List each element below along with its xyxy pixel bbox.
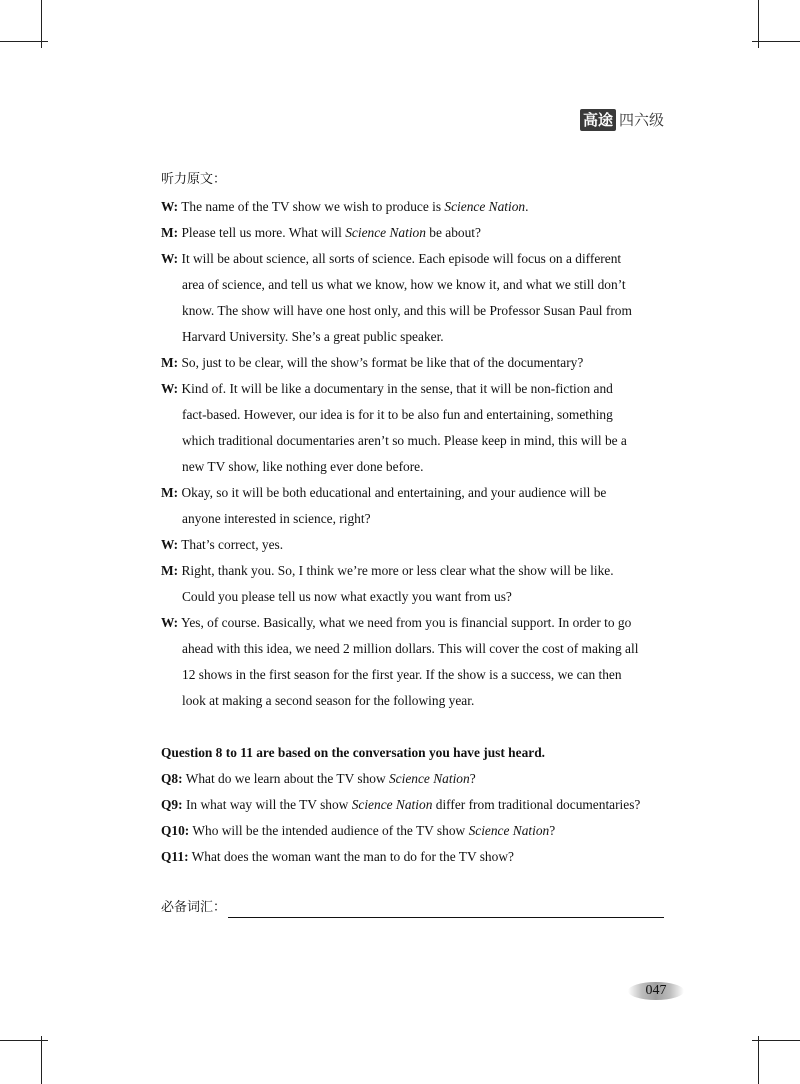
dialogue-text: Yes, of course. Basically, what we need from you is financial support. In order to go [180, 615, 632, 630]
dialogue-turn [161, 532, 664, 558]
dialogue-text: So, just to be clear, will the show’s format be like that of the documentary? [181, 355, 584, 370]
question-label: Q11: [161, 849, 189, 864]
dialogue-turn [161, 480, 664, 532]
dialogue-line: Harvard University. She’s a great public speaker. [182, 329, 444, 344]
dialogue-text: Right, thank you. So, I think we’re more or less clear what the show will be like. [181, 563, 614, 578]
section-title: 听力原文： [161, 172, 227, 187]
question-label: Q9: [161, 797, 183, 812]
brand-logo [580, 108, 664, 132]
speaker-label: W: [161, 199, 179, 214]
dialogue-text: Please tell us more. What will [181, 225, 346, 240]
question-list [161, 766, 664, 870]
question-item [161, 766, 664, 792]
dialogue-text: Kind of. It will be like a documentary in the sense, that it will be non-fiction and [181, 381, 613, 396]
vocab-field [161, 898, 664, 918]
dialogue-turn [161, 246, 664, 350]
crop-mark [758, 0, 759, 48]
crop-mark [41, 0, 42, 48]
dialogue-line: which traditional documentaries aren’t so much. Please keep in mind, this will be a [182, 433, 627, 448]
crop-mark [752, 41, 800, 42]
show-title: Science Nation [345, 225, 426, 240]
dialogue-line: 12 shows in the first season for the first year. If the show is a success, we can then [182, 667, 622, 682]
crop-mark [758, 1036, 759, 1084]
show-title: Science Nation [444, 199, 526, 214]
brand-box: 高途 [580, 109, 616, 131]
speaker-label: M: [161, 563, 179, 578]
question-text: What do we learn about the TV show [185, 771, 389, 786]
crop-mark [41, 1036, 42, 1084]
dialogue-line: ahead with this idea, we need 2 million dollars. This will cover the cost of making all [182, 641, 639, 656]
dialogue-text: That’s correct, yes. [181, 537, 284, 552]
dialogue-text: The name of the TV show we wish to produce is [181, 199, 445, 214]
page-number-badge [628, 980, 684, 1002]
question-item [161, 818, 664, 844]
dialogue-text: . [525, 199, 529, 214]
question-item [161, 844, 664, 870]
dialogue-turn [161, 350, 664, 376]
brand-text: 四六级 [619, 111, 665, 129]
dialogue-line: area of science, and tell us what we know, how we know it, and what we still don’t [182, 277, 626, 292]
dialogue-line: look at making a second season for the following year. [182, 693, 475, 708]
question-text: Who will be the intended audience of the TV show [192, 823, 469, 838]
vocab-label: 必备词汇： [161, 900, 227, 915]
dialogue-text: be about? [425, 225, 481, 240]
transcript [161, 194, 664, 714]
speaker-label: M: [161, 225, 179, 240]
page-content [161, 168, 664, 870]
question-text: differ from traditional documentaries? [432, 797, 641, 812]
vocab-blank-line [228, 901, 664, 918]
question-item [161, 792, 664, 818]
questions-heading: Question 8 to 11 are based on the conversation you have just heard. [161, 745, 546, 760]
dialogue-line: anyone interested in science, right? [182, 511, 371, 526]
dialogue-text: Okay, so it will be both educational and entertaining, and your audience will be [181, 485, 607, 500]
speaker-label: M: [161, 485, 179, 500]
dialogue-text: It will be about science, all sorts of science. Each episode will focus on a different [181, 251, 622, 266]
dialogue-line: know. The show will have one host only, and this will be Professor Susan Paul from [182, 303, 632, 318]
dialogue-line: new TV show, like nothing ever done before. [182, 459, 424, 474]
dialogue-turn [161, 610, 664, 714]
dialogue-turn [161, 220, 664, 246]
dialogue-turn [161, 194, 664, 220]
page-number: 047 [645, 983, 667, 998]
question-text: ? [469, 771, 476, 786]
speaker-label: W: [161, 537, 179, 552]
show-title: Science Nation [388, 771, 470, 786]
question-label: Q8: [161, 771, 183, 786]
question-text: ? [549, 823, 556, 838]
speaker-label: W: [161, 615, 179, 630]
dialogue-turn [161, 376, 664, 480]
dialogue-line: fact-based. However, our idea is for it to be also fun and entertaining, something [182, 407, 613, 422]
speaker-label: W: [161, 381, 179, 396]
speaker-label: W: [161, 251, 179, 266]
dialogue-line: Could you please tell us now what exactly you want from us? [182, 589, 512, 604]
section-spacer [161, 714, 664, 740]
question-label: Q10: [161, 823, 190, 838]
question-text: In what way will the TV show [185, 797, 352, 812]
show-title: Science Nation [468, 823, 550, 838]
show-title: Science Nation [351, 797, 433, 812]
question-text: What does the woman want the man to do for the TV show? [191, 849, 514, 864]
speaker-label: M: [161, 355, 179, 370]
dialogue-turn [161, 558, 664, 610]
crop-mark [752, 1040, 800, 1041]
